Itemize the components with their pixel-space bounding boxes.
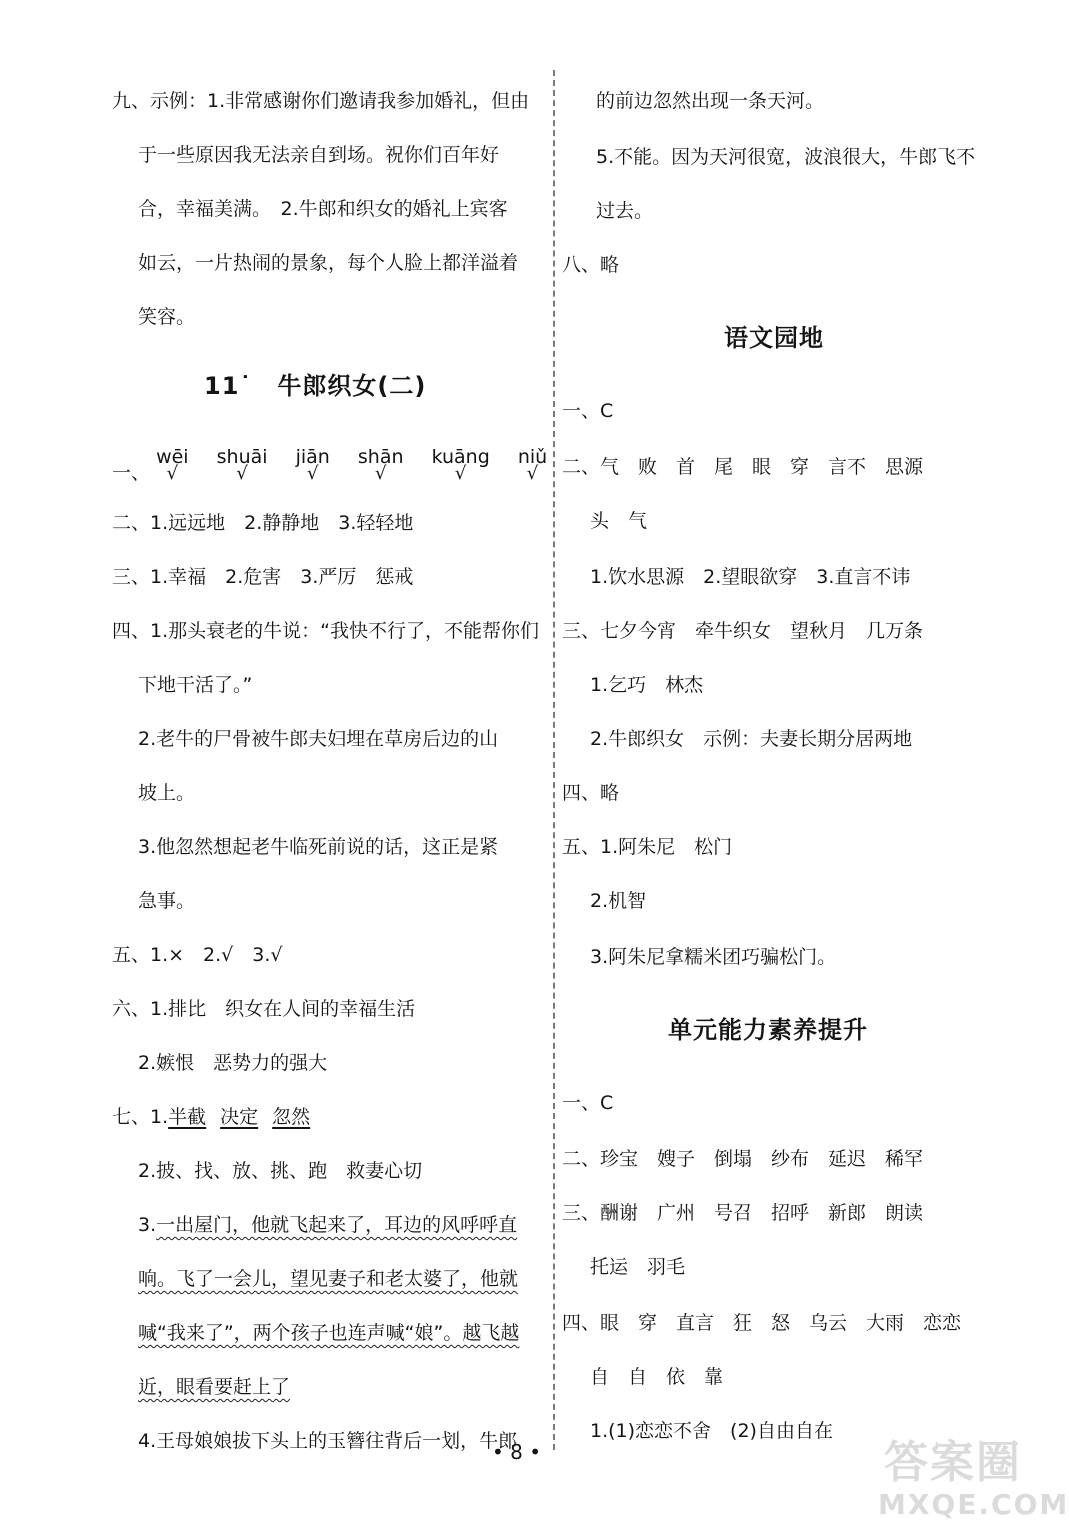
garden-five-line1: 五、1.阿朱尼 松门	[562, 836, 733, 858]
unit-three-line2: 托运 羽毛	[590, 1256, 686, 1278]
answer-three: 三、1.幸福 2.危害 3.严厉 惩戒	[112, 566, 414, 588]
section-title-unit-ability: 单元能力素养提升	[668, 1016, 868, 1044]
answer-one-label: 一、	[112, 462, 151, 484]
answer-seven-line2: 2.披、找、放、挑、跑 救妻心切	[138, 1160, 423, 1182]
answer-eight: 八、略	[562, 254, 620, 276]
answer-seven-line4	[138, 1266, 518, 1292]
unit-one: 一、C	[562, 1092, 614, 1114]
check-mark-icon: √	[306, 463, 319, 484]
garden-five-line3: 3.阿朱尼拿糯米团巧骗松门。	[590, 946, 837, 968]
column-divider	[553, 70, 555, 1450]
answer-four-line5: 3.他忽然想起老牛临死前说的话，这正是紧	[138, 836, 499, 858]
garden-five-line2: 2.机智	[590, 890, 647, 912]
answer-nine-line5: 笑容。	[138, 306, 196, 328]
answer-two: 二、1.远远地 2.静静地 3.轻轻地	[112, 512, 414, 534]
answer-four-line4: 坡上。	[138, 782, 196, 804]
garden-three-line2: 1.乞巧 林杰	[590, 674, 704, 696]
unit-three-line1: 三、酬谢 广州 号召 招呼 新郎 朗读	[562, 1202, 924, 1224]
wavy-underlined-text: 喊“我来了”，两个孩子也连声喊“娘”。越飞越	[138, 1322, 520, 1344]
answer-one-pinyin	[112, 444, 569, 486]
lesson-title: 11˙ 牛郎织女(二)	[204, 372, 427, 400]
answer-four-line1: 四、1.那头衰老的牛说：“我快不行了，不能帮你们	[112, 620, 539, 642]
check-mark-icon: √	[166, 463, 179, 484]
pinyin-item: jiān √	[295, 446, 330, 484]
answer-seven-line5	[138, 1320, 519, 1346]
answer-seven-line3: 3.一出屋门，他就飞起来了，耳边的风呼呼直	[138, 1214, 518, 1236]
wavy-underlined-text: 响。飞了一会儿，望见妻子和老太婆了，他就	[138, 1268, 519, 1290]
unit-four-line1: 四、眼 穿 直言 狂 怒 乌云 大雨 恋恋	[562, 1312, 962, 1334]
underlined-word: 决定	[220, 1106, 259, 1128]
check-mark-icon: √	[374, 463, 387, 484]
underlined-word: 半截	[168, 1106, 207, 1128]
unit-four-line2: 自 自 依 靠	[590, 1366, 724, 1388]
answer-four-line2: 下地干活了。”	[138, 674, 253, 696]
answer-seven-line7: 4.王母娘娘拔下头上的玉簪往背后一划，牛郎	[138, 1430, 518, 1452]
continued-line2: 5.不能。因为天河很宽，波浪很大，牛郎飞不	[596, 146, 976, 168]
underlined-word: 忽然	[272, 1106, 311, 1128]
check-mark-icon: √	[236, 463, 248, 484]
wavy-underlined-text: 一出屋门，他就飞起来了，耳边的风呼呼直	[156, 1214, 518, 1236]
pinyin-item: shuāi √	[216, 446, 268, 484]
continued-line1: 的前边忽然出现一条天河。	[596, 90, 825, 112]
garden-one: 一、C	[562, 400, 614, 422]
answer-five: 五、1.× 2.√ 3.√	[112, 944, 283, 966]
pinyin-item: niǔ √	[517, 446, 548, 484]
garden-two-line1: 二、气 败 首 尾 眼 穿 言不 思源	[562, 456, 924, 478]
garden-four: 四、略	[562, 782, 620, 804]
answer-nine-line4: 如云，一片热闹的景象，每个人脸上都洋溢着	[138, 252, 519, 274]
answer-four-line6: 急事。	[138, 890, 196, 912]
pinyin-item: shān √	[357, 446, 404, 484]
answer-seven-line1: 七、1.半截 决定 忽然	[112, 1106, 311, 1128]
pinyin-item: kuāng √	[431, 446, 490, 484]
pinyin-item: wēi √	[156, 446, 189, 484]
garden-three-line3: 2.牛郎织女 示例：夫妻长期分居两地	[590, 728, 913, 750]
answer-six-line2: 2.嫉恨 恶势力的强大	[138, 1052, 328, 1074]
unit-four-line3: 1.(1)恋恋不舍 (2)自由自在	[590, 1420, 833, 1442]
check-mark-icon: √	[526, 463, 539, 484]
page-number: • 8 •	[492, 1440, 542, 1464]
answer-six-line1: 六、1.排比 织女在人间的幸福生活	[112, 998, 416, 1020]
answer-nine-line3: 合，幸福美满。 2.牛郎和织女的婚礼上宾客	[138, 198, 508, 220]
answer-nine-line2: 于一些原因我无法亲自到场。祝你们百年好	[138, 144, 500, 166]
unit-two: 二、珍宝 嫂子 倒塌 纱布 延迟 稀罕	[562, 1148, 924, 1170]
garden-three-line1: 三、七夕今宵 牵牛织女 望秋月 几万条	[562, 620, 924, 642]
check-mark-icon: √	[454, 463, 467, 484]
watermark-logo: 答案圈 MXQE.COM	[878, 1437, 1069, 1521]
section-title-yuwen-yuandi: 语文园地	[724, 324, 824, 352]
garden-two-line3: 1.饮水思源 2.望眼欲穿 3.直言不讳	[590, 566, 911, 588]
answer-seven-line6	[138, 1374, 290, 1400]
answer-four-line3: 2.老牛的尸骨被牛郎夫妇埋在草房后边的山	[138, 728, 499, 750]
answer-nine-line1: 九、示例：1.非常感谢你们邀请我参加婚礼，但由	[112, 90, 530, 112]
garden-two-line2: 头 气	[590, 510, 648, 532]
wavy-underlined-text: 近，眼看要赶上了	[138, 1376, 291, 1398]
continued-line3: 过去。	[596, 200, 654, 222]
